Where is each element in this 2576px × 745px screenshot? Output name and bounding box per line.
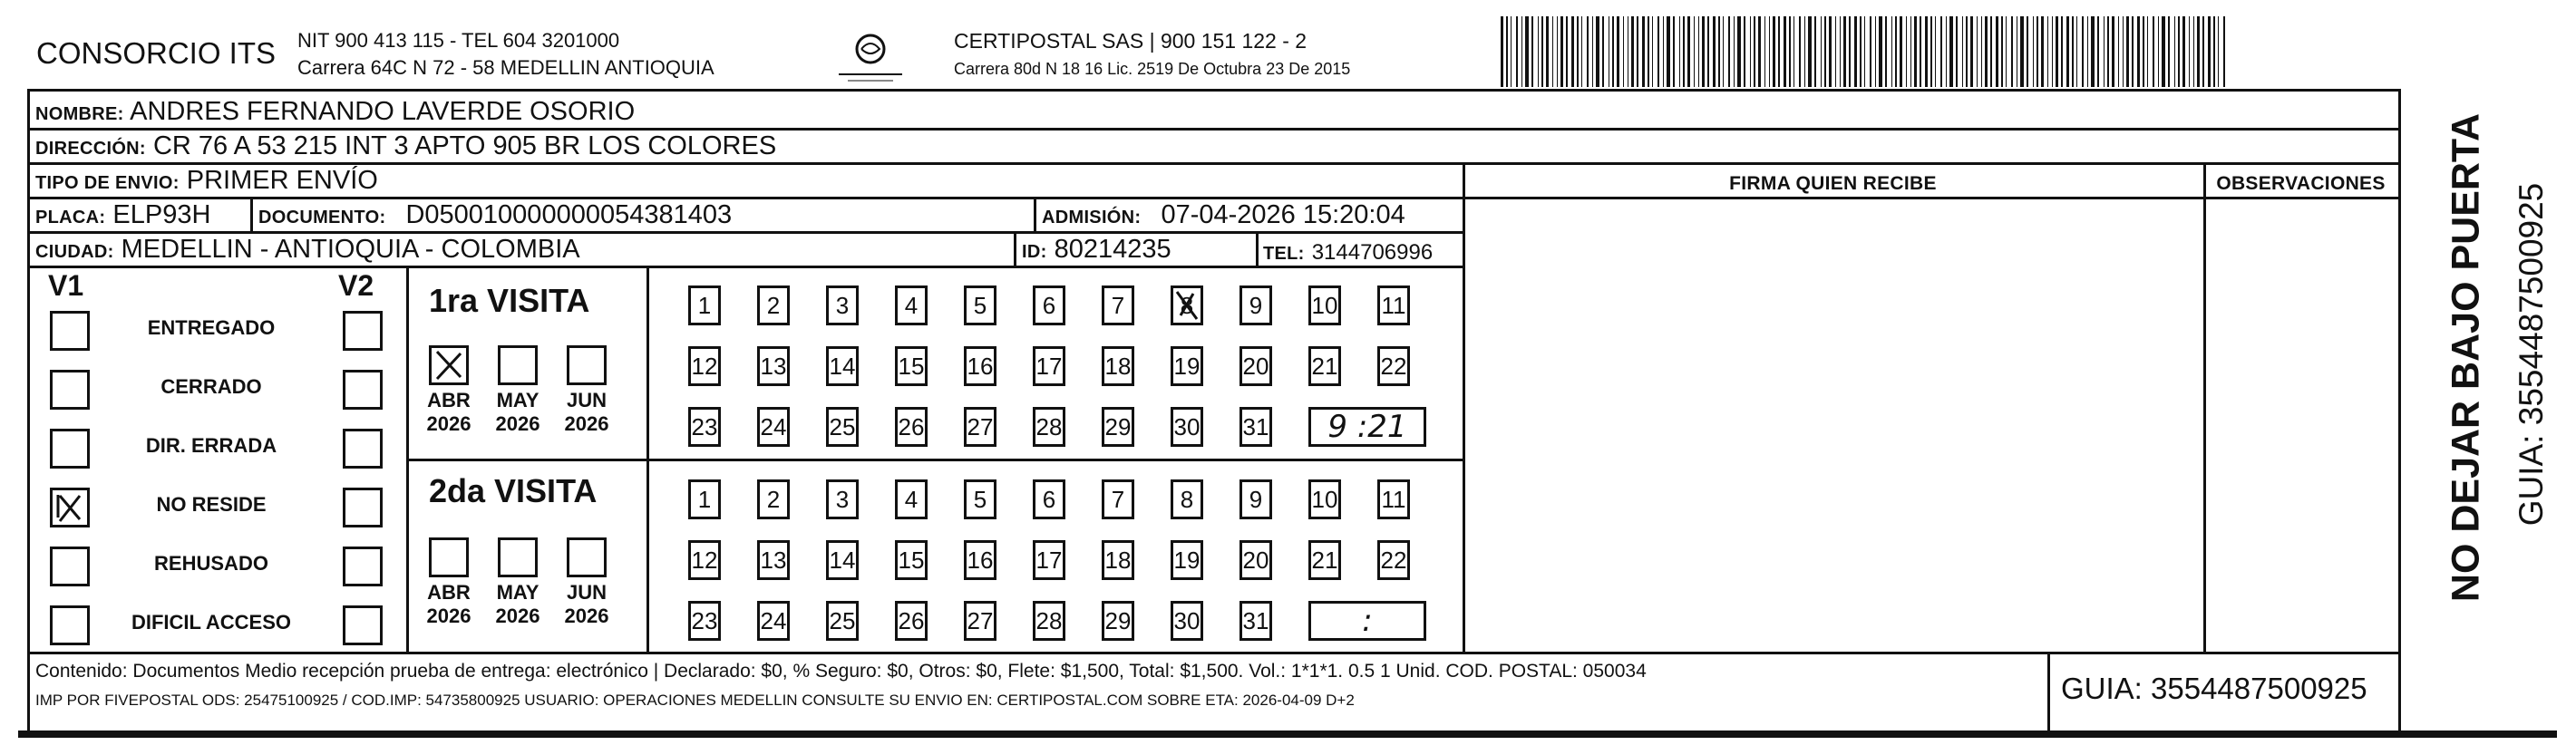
day-box[interactable]: 25 xyxy=(826,407,859,447)
day-box[interactable]: 16 xyxy=(964,540,996,580)
day-box[interactable]: 17 xyxy=(1033,540,1065,580)
carrier-line-2: Carrera 80d N 18 16 Lic. 2519 De Octubra 23 De 2015 xyxy=(954,60,1351,78)
document-label: DOCUMENTO: xyxy=(258,208,386,227)
id-value: 80214235 xyxy=(1054,235,1171,264)
day-box[interactable]: 4 xyxy=(895,479,928,519)
side-text xyxy=(2412,91,2550,634)
address-row xyxy=(35,131,776,161)
day-box[interactable]: 23 xyxy=(688,601,721,641)
time-box[interactable]: : xyxy=(1308,601,1426,641)
day-box[interactable]: 8 xyxy=(1171,479,1203,519)
day-box[interactable]: 28 xyxy=(1033,407,1065,447)
company-line-2: Carrera 64C N 72 - 58 MEDELLIN ANTIOQUIA xyxy=(297,56,714,79)
name-label: NOMBRE: xyxy=(35,104,124,124)
delivery-form xyxy=(27,89,2401,733)
admission-cell xyxy=(1042,200,1405,230)
admission-value: 07-04-2026 15:20:04 xyxy=(1161,200,1405,229)
v2-label: V2 xyxy=(338,269,374,302)
side-warning: NO DEJAR BAJO PUERTA xyxy=(2444,112,2488,603)
marked-day-icon xyxy=(1173,288,1201,329)
day-box[interactable]: 24 xyxy=(757,407,790,447)
day-box[interactable]: 26 xyxy=(895,601,928,641)
day-box[interactable]: 10 xyxy=(1308,285,1341,325)
day-box[interactable]: 14 xyxy=(826,540,859,580)
name-row xyxy=(35,97,635,127)
plate-cell xyxy=(35,200,210,230)
day-box[interactable]: 20 xyxy=(1239,540,1272,580)
status-label: DIFICIL ACCESO xyxy=(131,611,291,634)
tel-label: TEL: xyxy=(1263,244,1305,264)
v1-checkbox[interactable] xyxy=(50,488,90,527)
day-box[interactable]: 27 xyxy=(964,407,996,447)
v2-checkbox[interactable] xyxy=(343,547,383,586)
day-box[interactable]: 12 xyxy=(688,346,721,386)
day-box[interactable]: 17 xyxy=(1033,346,1065,386)
day-box[interactable]: 19 xyxy=(1171,346,1203,386)
content-line: Contenido: Documentos Medio recepción prueba de entrega: electrónico | Declarado: $0, % Seguro: $0, Otros: $0, Flete: $1,500, Total: $1,500. Vol.: 1*1*1. 0.5 1 Unid. COD. POSTAL: 050034 xyxy=(35,661,1647,682)
status-label: CERRADO xyxy=(160,375,262,398)
day-box[interactable]: 15 xyxy=(895,346,928,386)
day-box[interactable]: 12 xyxy=(688,540,721,580)
status-label: REHUSADO xyxy=(154,552,268,575)
day-box[interactable]: 21 xyxy=(1308,346,1341,386)
day-box[interactable]: 29 xyxy=(1102,601,1134,641)
address-label: DIRECCIÓN: xyxy=(35,139,146,159)
month-label: MAY 2026 xyxy=(495,389,540,435)
status-label: ENTREGADO xyxy=(147,316,276,339)
day-box[interactable]: 2 xyxy=(757,285,790,325)
plate-value: ELP93H xyxy=(112,200,211,229)
recipient-address: CR 76 A 53 215 INT 3 APTO 905 BR LOS COLORES xyxy=(152,131,777,160)
city-cell xyxy=(35,235,580,265)
month-label: MAY 2026 xyxy=(495,581,540,627)
month-checkbox[interactable] xyxy=(567,537,607,577)
day-box[interactable]: 5 xyxy=(964,285,996,325)
day-box[interactable]: 10 xyxy=(1308,479,1341,519)
header xyxy=(0,0,2576,100)
id-cell xyxy=(1022,235,1171,265)
month-label: ABR 2026 xyxy=(426,389,471,435)
v1-label: V1 xyxy=(48,269,84,302)
city-value: MEDELLIN - ANTIOQUIA - COLOMBIA xyxy=(121,235,580,264)
day-box[interactable]: 7 xyxy=(1102,285,1134,325)
month-label: JUN 2026 xyxy=(564,389,609,435)
plate-label: PLACA: xyxy=(35,208,106,227)
document-cell xyxy=(258,200,732,230)
day-box[interactable]: 30 xyxy=(1171,601,1203,641)
v2-checkbox[interactable] xyxy=(343,429,383,469)
v1-checkbox[interactable] xyxy=(50,370,90,410)
day-box[interactable]: 18 xyxy=(1102,346,1134,386)
day-box[interactable]: 22 xyxy=(1377,346,1410,386)
day-box[interactable]: 11 xyxy=(1377,479,1410,519)
v1-checkbox[interactable] xyxy=(50,547,90,586)
day-box[interactable]: 13 xyxy=(757,540,790,580)
shipping-type-row xyxy=(35,166,378,196)
v2-checkbox[interactable] xyxy=(343,311,383,351)
day-box[interactable]: 22 xyxy=(1377,540,1410,580)
status-label: DIR. ERRADA xyxy=(145,434,277,457)
day-box[interactable]: 15 xyxy=(895,540,928,580)
month-checkbox[interactable] xyxy=(498,345,538,385)
day-box[interactable]: 6 xyxy=(1033,479,1065,519)
recipient-name: ANDRES FERNANDO LAVERDE OSORIO xyxy=(130,97,636,126)
company-line-1: NIT 900 413 115 - TEL 604 3201000 xyxy=(297,29,620,52)
day-box[interactable]: 6 xyxy=(1033,285,1065,325)
v2-checkbox[interactable] xyxy=(343,488,383,527)
admission-label: ADMISIÓN: xyxy=(1042,208,1142,227)
month-label: ABR 2026 xyxy=(426,581,471,627)
day-box[interactable]: 2 xyxy=(757,479,790,519)
day-box[interactable]: 30 xyxy=(1171,407,1203,447)
visit1-title: 1ra VISITA xyxy=(429,282,590,319)
visit2-title: 2da VISITA xyxy=(429,472,598,509)
shipping-type-label: TIPO DE ENVIO: xyxy=(35,173,180,193)
day-box[interactable]: 20 xyxy=(1239,346,1272,386)
day-box[interactable]: 18 xyxy=(1102,540,1134,580)
month-checkbox[interactable] xyxy=(498,537,538,577)
day-box[interactable]: 9 xyxy=(1239,479,1272,519)
day-box[interactable]: 1 xyxy=(688,285,721,325)
day-box[interactable]: 11 xyxy=(1377,285,1410,325)
day-box[interactable]: 21 xyxy=(1308,540,1341,580)
city-label: CIUDAD: xyxy=(35,242,114,262)
day-box[interactable]: 1 xyxy=(688,479,721,519)
v2-checkbox[interactable] xyxy=(343,605,383,645)
day-box[interactable]: 19 xyxy=(1171,540,1203,580)
v1-checkbox[interactable] xyxy=(50,605,90,645)
day-box[interactable]: 31 xyxy=(1239,407,1272,447)
observations-header: OBSERVACIONES xyxy=(2216,173,2386,194)
month-checkbox[interactable] xyxy=(429,345,469,385)
certipostal-logo-icon xyxy=(830,31,911,85)
imp-line: IMP POR FIVEPOSTAL ODS: 25475100925 / COD.IMP: 54735800925 USUARIO: OPERACIONES MEDELLIN CONSULTE SU ENVIO EN: CERTIPOSTAL.COM SOBRE ETA: 2026-04-09 D+2 xyxy=(35,692,1355,709)
day-box[interactable]: 29 xyxy=(1102,407,1134,447)
month-checkbox[interactable] xyxy=(429,537,469,577)
v1-checkbox[interactable] xyxy=(50,429,90,469)
day-box[interactable]: 9 xyxy=(1239,285,1272,325)
v1-checkbox[interactable] xyxy=(50,311,90,351)
day-box[interactable]: 3 xyxy=(826,285,859,325)
footer-guia: GUIA: 3554487500925 xyxy=(2061,672,2367,705)
month-checkbox[interactable] xyxy=(567,345,607,385)
v2-checkbox[interactable] xyxy=(343,370,383,410)
tel-value: 3144706996 xyxy=(1311,240,1434,265)
day-box[interactable]: 26 xyxy=(895,407,928,447)
day-box[interactable]: 31 xyxy=(1239,601,1272,641)
id-label: ID: xyxy=(1022,242,1047,262)
day-box[interactable]: 3 xyxy=(826,479,859,519)
day-box[interactable]: 28 xyxy=(1033,601,1065,641)
day-box[interactable]: 13 xyxy=(757,346,790,386)
tel-cell xyxy=(1263,237,1433,266)
day-box[interactable]: 4 xyxy=(895,285,928,325)
day-box[interactable]: 24 xyxy=(757,601,790,641)
barcode xyxy=(1501,16,2231,87)
month-label: JUN 2026 xyxy=(564,581,609,627)
carrier-line-1: CERTIPOSTAL SAS | 900 151 122 - 2 xyxy=(954,29,1307,53)
signature-header: FIRMA QUIEN RECIBE xyxy=(1729,173,1937,194)
side-guia: GUIA: 3554487500925 xyxy=(2513,182,2550,527)
day-box[interactable]: 27 xyxy=(964,601,996,641)
document-value: D050010000000054381403 xyxy=(405,200,733,229)
day-box[interactable]: 14 xyxy=(826,346,859,386)
status-label: NO RESIDE xyxy=(156,493,267,516)
day-box[interactable]: 25 xyxy=(826,601,859,641)
time-box[interactable]: 9 :21 xyxy=(1308,407,1426,447)
day-box[interactable]: 23 xyxy=(688,407,721,447)
day-box[interactable]: 16 xyxy=(964,346,996,386)
shipping-type-value: PRIMER ENVÍO xyxy=(186,166,378,195)
day-box[interactable]: 8 xyxy=(1171,285,1203,325)
company-name: CONSORCIO ITS xyxy=(36,36,277,70)
day-box[interactable]: 7 xyxy=(1102,479,1134,519)
day-box[interactable]: 5 xyxy=(964,479,996,519)
